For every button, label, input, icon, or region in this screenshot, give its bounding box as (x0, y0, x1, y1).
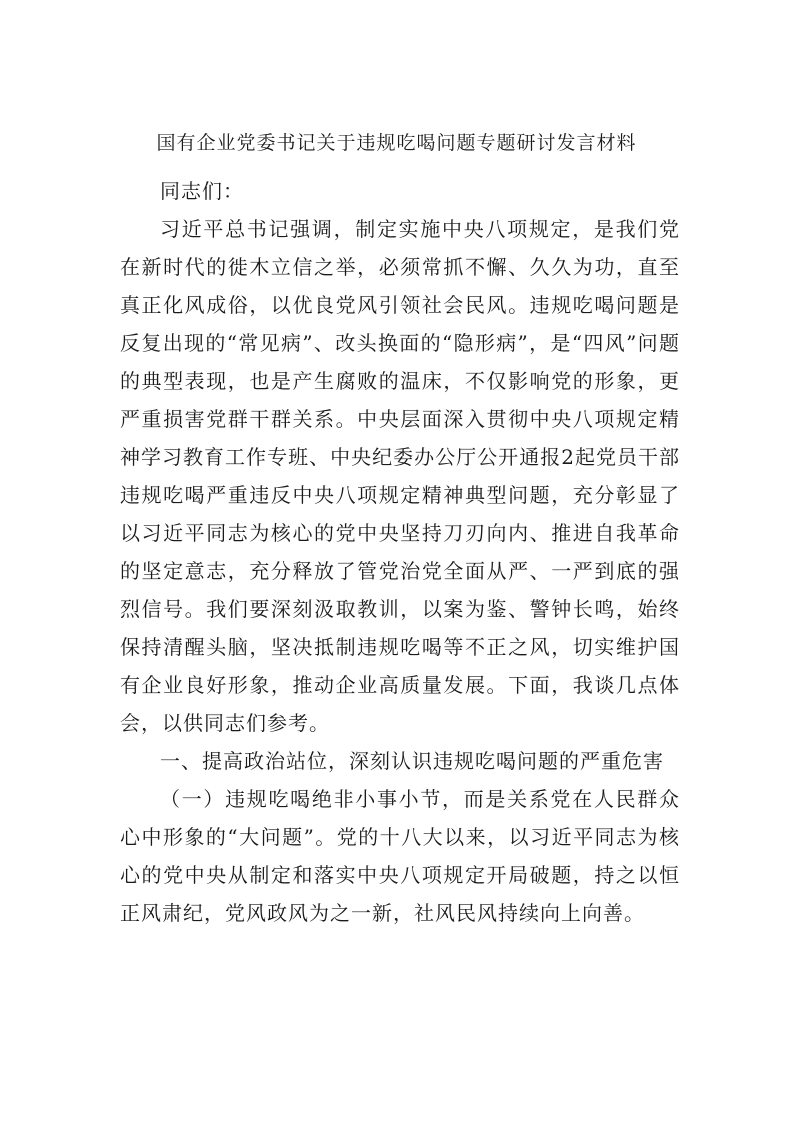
salutation: 同志们： (160, 179, 244, 203)
document-body (120, 172, 680, 932)
section-heading: 一、提高政治站位，深刻认识违规吃喝问题的严重危害 (160, 749, 664, 773)
subsection-paragraph: （一）违规吃喝绝非小事小节，而是关系党在人民群众心中形象的“大问题”。党的十八大以来，以习近平同志为核心的党中央从制定和落实中央八项规定开局破题，持之以恒正风肃纪，党风政风为之一新，社风民风持续向上向善。 (120, 787, 680, 925)
intro-paragraph: 习近平总书记强调，制定实施中央八项规定，是我们党在新时代的徙木立信之举，必须常抓不懈、久久为功，直至真正化风成俗，以优良党风引领社会民风。违规吃喝问题是反复出现的“常见病”、改头换面的“隐形病”，是“四风”问题的典型表现，也是产生腐败的温床，不仅影响党的形象，更严重损害党群干群关系。中央层面深入贯彻中央八项规定精神学习教育工作专班、中央纪委办公厅公开通报2起党员干部违规吃喝严重违反中央八项规定精神典型问题，充分彰显了以习近平同志为核心的党中央坚持刀刃向内、推进自我革命的坚定意志，充分释放了管党治党全面从严、一严到底的强烈信号。我们要深刻汲取教训，以案为鉴、警钟长鸣，始终保持清醒头脑，坚决抵制违规吃喝等不正之风，切实维护国有企业良好形象，推动企业高质量发展。下面，我谈几点体会，以供同志们参考。 (120, 217, 680, 735)
document-title: 国有企业党委书记关于违规吃喝问题专题研讨发言材料 (156, 132, 637, 154)
